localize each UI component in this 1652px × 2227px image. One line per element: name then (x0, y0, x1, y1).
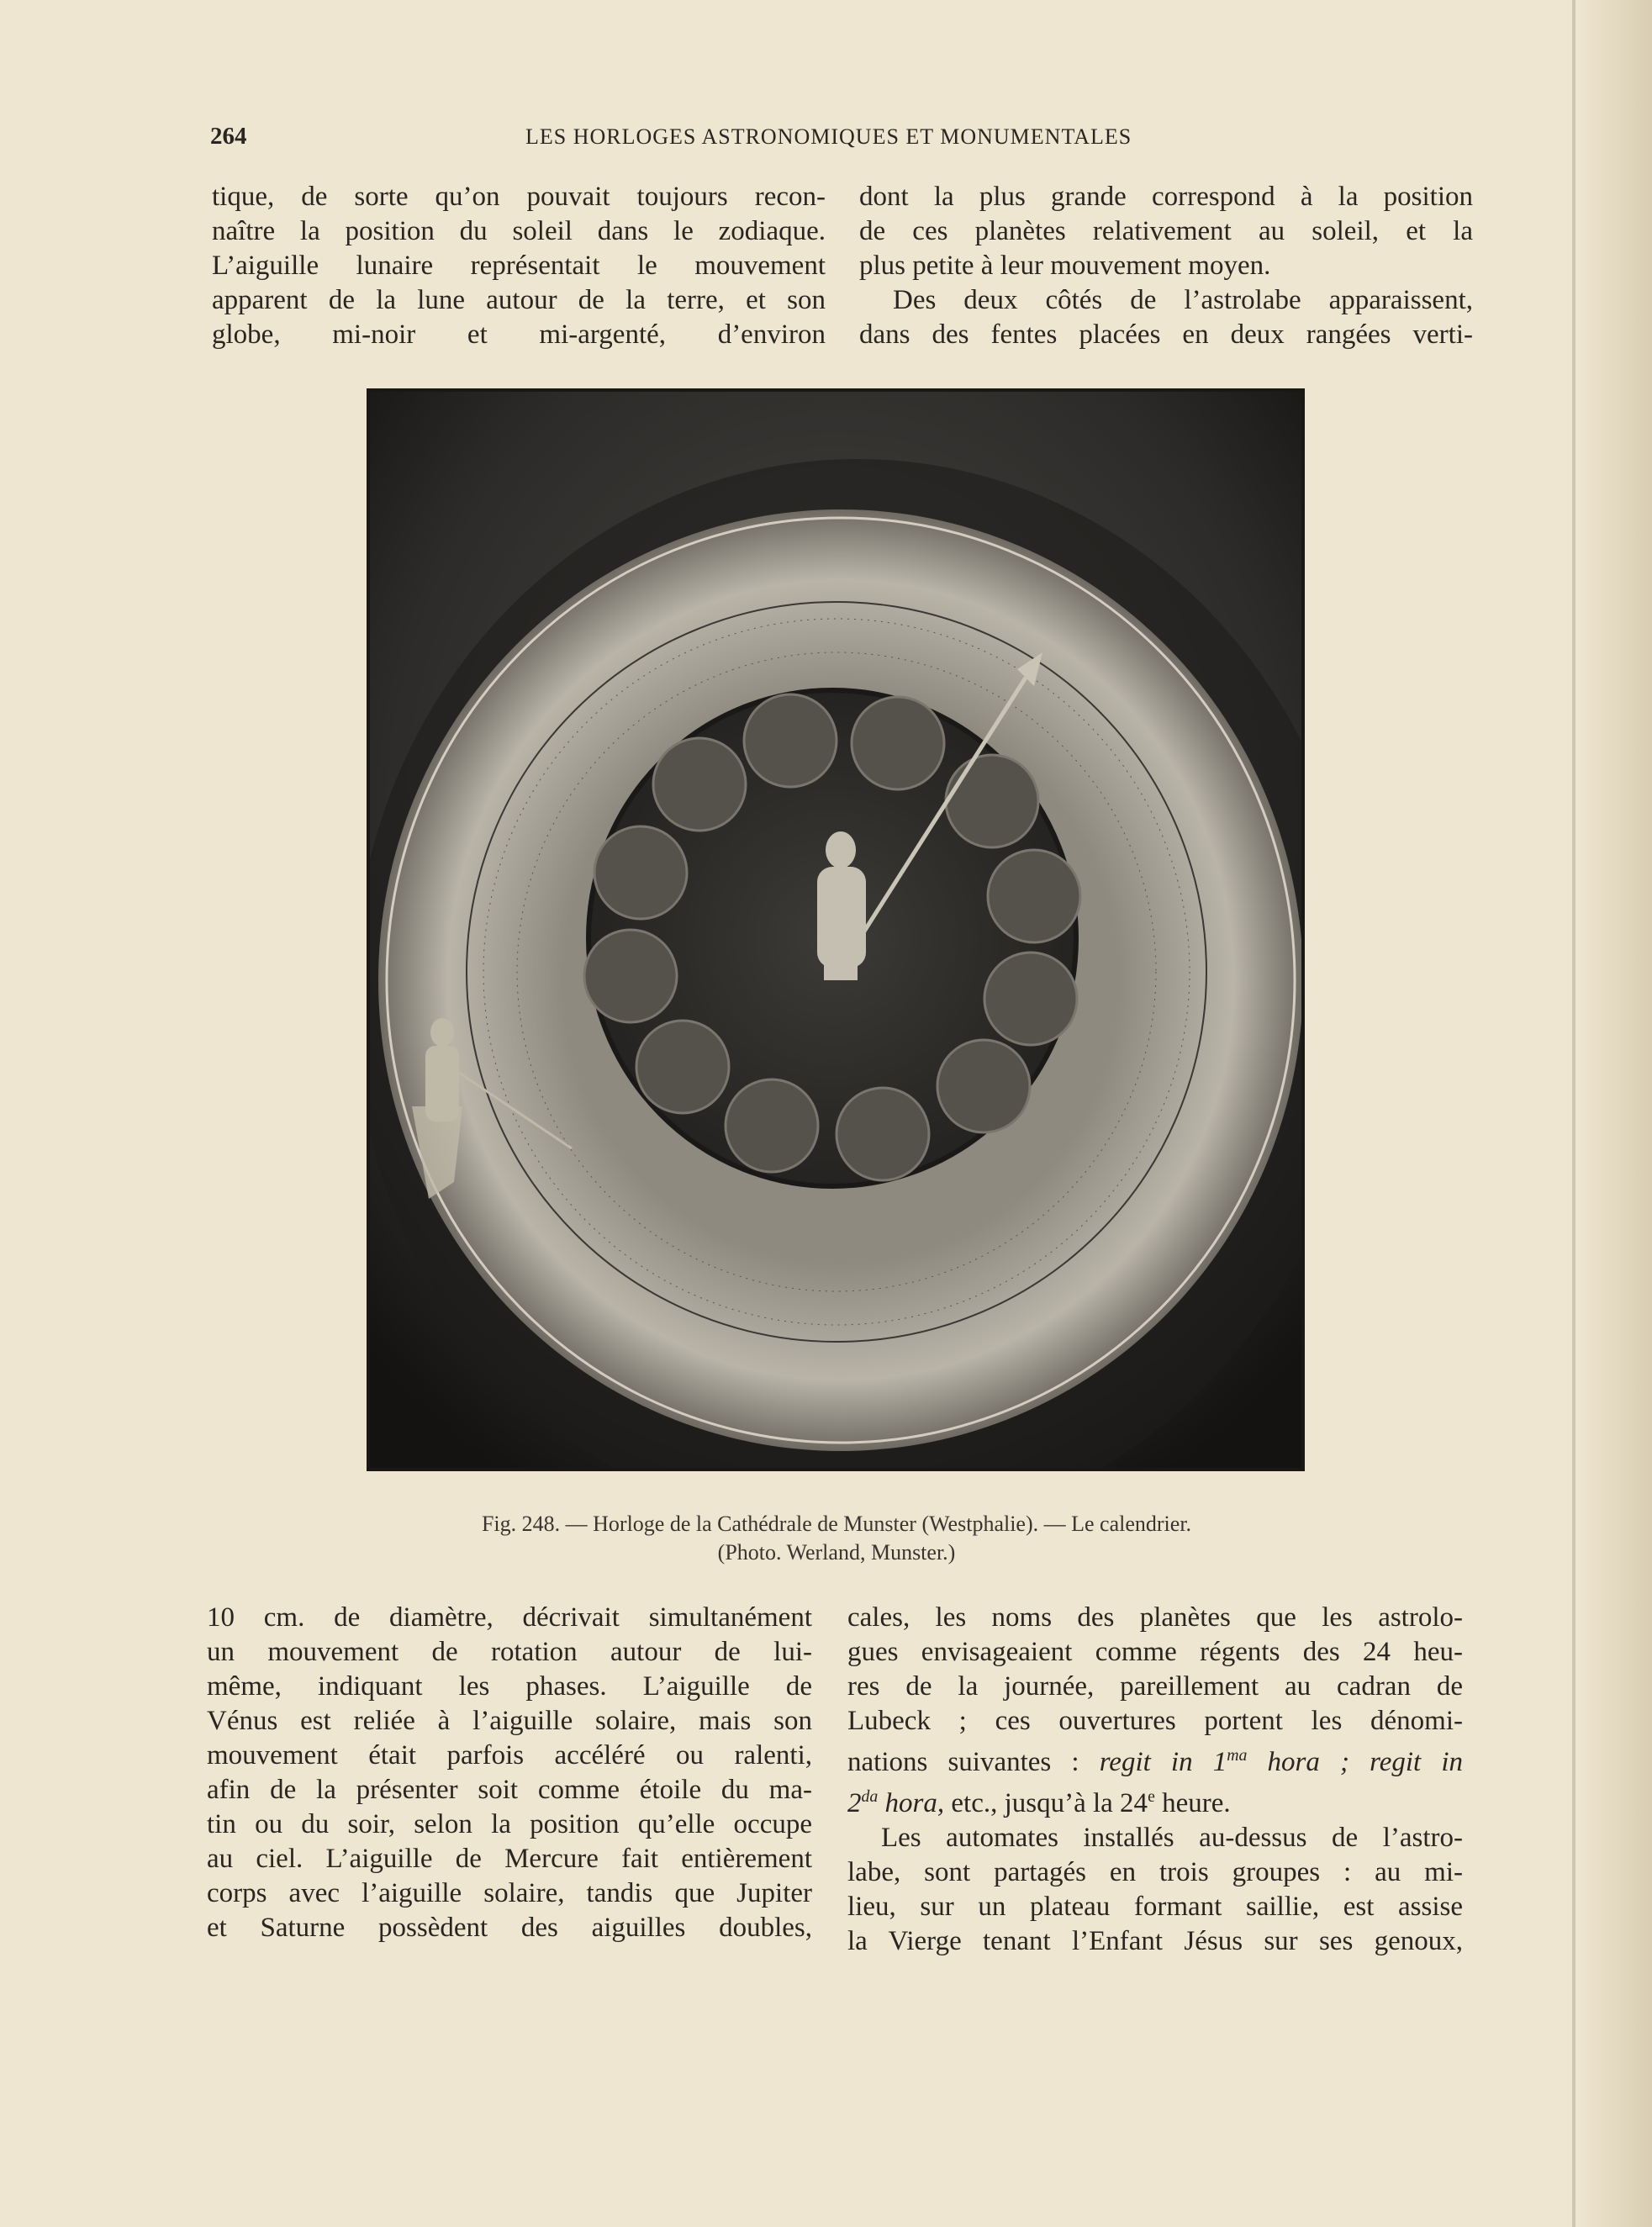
superscript: ma (1227, 1746, 1248, 1765)
page-edge (1576, 0, 1652, 2227)
italic-segment: 2 (847, 1788, 862, 1818)
page-number: 264 (210, 123, 247, 150)
text-line: de ces planètes relativement au soleil, et la (859, 216, 1473, 246)
text-line: afin de la présenter soit comme étoile du ma- (207, 1775, 812, 1805)
running-title: LES HORLOGES ASTRONOMIQUES ET MONUMENTALES (525, 124, 1132, 149)
text-line: dont la plus grande correspond à la position (859, 182, 1473, 212)
italic-segment: hora, (878, 1788, 945, 1818)
text-line: et Saturne possèdent des aiguilles doubles, (207, 1913, 812, 1943)
figure-caption (353, 1510, 1320, 1567)
text-line: Des deux côtés de l’astrolabe apparaissent, (893, 285, 1473, 315)
text-line: Vénus est reliée à l’aiguille solaire, mais son (207, 1706, 812, 1736)
text-segment: nations suivantes : (847, 1747, 1100, 1777)
text-line: la Vierge tenant l’Enfant Jésus sur ses genoux, (847, 1926, 1463, 1956)
bottom-left-column (207, 1601, 812, 1945)
text-line: au ciel. L’aiguille de Mercure fait entièrement (207, 1844, 812, 1874)
text-line: lieu, sur un plateau formant saillie, est assise (847, 1892, 1463, 1922)
text-line: même, indiquant les phases. L’aiguille de (207, 1671, 812, 1702)
text-line: dans des fentes placées en deux rangées verti- (859, 319, 1473, 350)
text-line: res de la journée, pareillement au cadran de (847, 1671, 1463, 1702)
text-line: cales, les noms des planètes que les astrolo- (847, 1602, 1463, 1633)
astronomical-clock-image (370, 392, 1301, 1468)
text-line: L’aiguille lunaire représentait le mouvement (212, 251, 826, 281)
text-line: tique, de sorte qu’on pouvait toujours recon- (212, 182, 826, 212)
italic-segment: regit in 1 (1099, 1747, 1227, 1777)
text-line-mixed (847, 1739, 1463, 1780)
page-header (210, 123, 1471, 156)
text-line-mixed (847, 1780, 1463, 1821)
top-right-column (859, 180, 1473, 352)
clock-photograph (367, 388, 1305, 1471)
italic-segment: hora ; regit in (1247, 1747, 1464, 1777)
text-line: Lubeck ; ces ouvertures portent les dénomi- (847, 1706, 1463, 1736)
text-line: corps avec l’aiguille solaire, tandis que Jupiter (207, 1878, 812, 1908)
text-segment: heure. (1154, 1788, 1231, 1818)
caption-line-2: (Photo. Werland, Munster.) (717, 1540, 956, 1565)
text-line: mouvement était parfois accéléré ou ralenti, (207, 1740, 812, 1771)
text-line: tin ou du soir, selon la position qu’elle occupe (207, 1809, 812, 1839)
text-line: labe, sont partagés en trois groupes : au mi- (847, 1857, 1463, 1887)
top-left-column (212, 180, 826, 352)
text-line: un mouvement de rotation autour de lui- (207, 1637, 812, 1667)
text-line: naître la position du soleil dans le zodiaque. (212, 216, 826, 246)
text-segment: etc., jusqu’à la 24 (944, 1788, 1148, 1818)
superscript: e (1148, 1787, 1155, 1806)
page-fold-shadow (1572, 0, 1575, 2227)
caption-line-1: Fig. 248. — Horloge de la Cathédrale de Munster (Westphalie). — Le calendrier. (481, 1512, 1192, 1536)
text-line: apparent de la lune autour de la terre, et son (212, 285, 826, 315)
text-line: globe, mi-noir et mi-argenté, d’environ (212, 319, 826, 350)
bottom-right-column (847, 1601, 1463, 1959)
text-line: gues envisageaient comme régents des 24 heu- (847, 1637, 1463, 1667)
text-line: Les automates installés au-dessus de l’astro- (881, 1823, 1463, 1853)
superscript: da (861, 1787, 879, 1806)
text-line: plus petite à leur mouvement moyen. (859, 251, 1271, 281)
text-line: 10 cm. de diamètre, décrivait simultanément (207, 1602, 812, 1633)
